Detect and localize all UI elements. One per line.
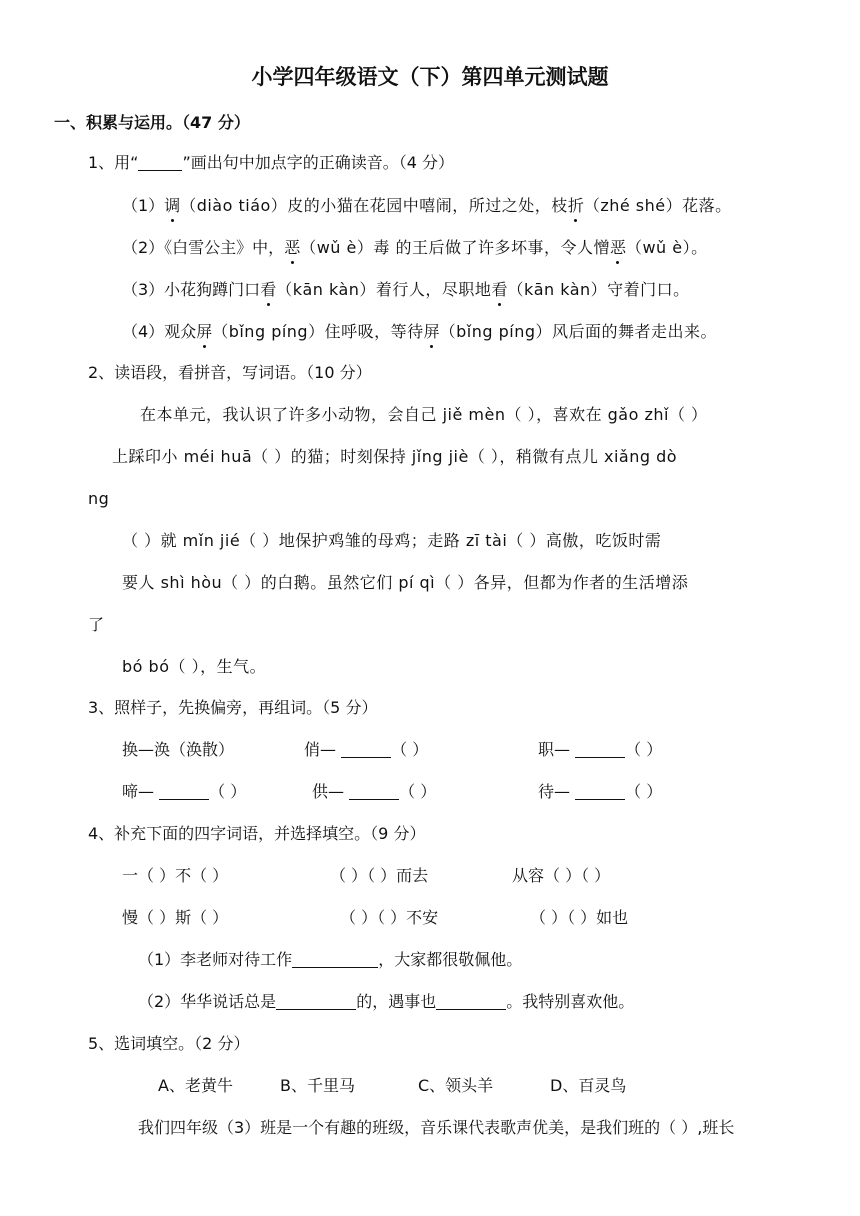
dotted-char: 看 [491, 280, 508, 299]
dotted-char: 恶 [284, 238, 301, 257]
blank-paren: （ ） [391, 740, 429, 759]
paragraph-line: bó bó（ ），生气。 [122, 657, 267, 676]
blank-line [575, 783, 625, 800]
question-1-prefix: 1、用“ [88, 153, 139, 172]
question-1-heading [88, 152, 454, 174]
blank-group [538, 781, 662, 803]
blank-line [575, 741, 625, 758]
idiom-blank: 一（ ）不（ ） [122, 866, 229, 885]
paragraph-line: 了 [88, 615, 105, 634]
page-title: 小学四年级语文（下）第四单元测试题 [251, 65, 609, 89]
option-c: C、领头羊 [418, 1076, 494, 1095]
paragraph-line: 要人 shì hòu（ ）的白鹅。虽然它们 pí qì（ ）各异，但都为作者的生活增添 [122, 573, 689, 592]
idiom-blank: 慢（ ）斯（ ） [122, 908, 229, 927]
item-text: （3）小花狗蹲门口 [122, 280, 261, 299]
sentence-text: 的，遇事也 [356, 992, 437, 1011]
blank-line [292, 951, 378, 968]
question-1-item-2 [122, 237, 708, 259]
item-text: （wǔ è）。 [625, 238, 708, 257]
dotted-char: 折 [567, 196, 584, 215]
item-text: （2）《白雪公主》中， [122, 238, 285, 257]
paragraph-line: ng [88, 489, 110, 508]
item-text: （diào tiáo）皮的小猫在花园中嘻闹，所过之处，枝 [180, 196, 568, 215]
question-4-heading: 4、补充下面的四字词语，并选择填空。（9 分） [88, 824, 426, 843]
blank-paren: （ ） [625, 740, 663, 759]
dotted-char: 恶 [609, 238, 626, 257]
question-5-heading: 5、选词填空。（2 分） [88, 1034, 250, 1053]
underline-sample [138, 154, 182, 171]
item-text: （bǐng píng）住呼吸，等待 [212, 322, 424, 341]
fill-sentence-2 [138, 991, 634, 1013]
dotted-char: 屏 [423, 322, 440, 341]
blank-group [304, 739, 428, 761]
question-1-item-4 [122, 321, 717, 343]
sentence-text: 。我特别喜欢他。 [506, 992, 635, 1011]
dotted-char: 看 [260, 280, 277, 299]
item-text: （kān kàn）着行人，尽职地 [276, 280, 492, 299]
option-b: B、千里马 [280, 1076, 355, 1095]
question-1-suffix: ”画出句中加点字的正确读音。（4 分） [182, 153, 455, 172]
sentence-text: （2）华华说话总是 [138, 992, 277, 1011]
base-char: 职— [538, 740, 571, 759]
dotted-char: 屏 [196, 322, 213, 341]
option-d: D、百灵鸟 [550, 1076, 627, 1095]
paragraph-line: （ ）就 mǐn jié（ ）地保护鸡雏的母鸡；走路 zī tài（ ）高傲，吃饭时需 [122, 531, 662, 550]
idiom-blank: （ ）（ ）而去 [330, 866, 429, 885]
blank-paren: （ ） [399, 782, 437, 801]
blank-group [538, 739, 662, 761]
question-1-item-1 [122, 195, 732, 217]
blank-group [312, 781, 436, 803]
question-2-heading: 2、读语段，看拼音，写词语。（10 分） [88, 363, 372, 382]
item-text: （kān kàn）守着门口。 [507, 280, 690, 299]
blank-line [159, 783, 209, 800]
idiom-blank: （ ）（ ）如也 [530, 908, 629, 927]
item-text: （bǐng píng）风后面的舞者走出来。 [439, 322, 717, 341]
sentence-text: （1）李老师对待工作 [138, 950, 293, 969]
section-heading: 一、积累与运用。（47 分） [54, 113, 250, 132]
blank-line [349, 783, 399, 800]
paragraph-line: 我们四年级（3）班是一个有趣的班级，音乐课代表歌声优美，是我们班的（ ）,班长 [138, 1118, 735, 1137]
question-1-item-3 [122, 279, 690, 301]
fill-sentence-1 [138, 949, 522, 971]
question-3-heading: 3、照样子，先换偏旁，再组词。（5 分） [88, 698, 378, 717]
item-text: （wǔ è）毒 的王后做了许多坏事，令人憎 [300, 238, 610, 257]
blank-paren: （ ） [209, 782, 247, 801]
idiom-blank: 从容（ ）（ ） [512, 866, 611, 885]
base-char: 俏— [304, 740, 337, 759]
dotted-char: 调 [164, 196, 181, 215]
base-char: 啼— [122, 782, 155, 801]
blank-group [122, 781, 246, 803]
item-number: （1） [122, 196, 165, 215]
base-char: 待— [538, 782, 571, 801]
blank-line [436, 993, 506, 1010]
item-text: （4）观众 [122, 322, 197, 341]
blank-line [341, 741, 391, 758]
base-char: 供— [312, 782, 345, 801]
blank-paren: （ ） [625, 782, 663, 801]
option-a: A、老黄牛 [158, 1076, 233, 1095]
blank-line [276, 993, 356, 1010]
paragraph-line: 上踩印小 méi huā（ ）的猫；时刻保持 jǐng jiè（ ），稍微有点儿 xiǎng dò [112, 447, 678, 466]
idiom-blank: （ ）（ ）不安 [340, 908, 439, 927]
example-word: 换—涣（涣散） [122, 740, 235, 759]
paragraph-line: 在本单元，我认识了许多小动物，会自己 jiě mèn（ ），喜欢在 gǎo zhǐ（ ） [140, 405, 708, 424]
item-text: （zhé shé）花落。 [583, 196, 732, 215]
sentence-text: ，大家都很敬佩他。 [378, 950, 523, 969]
